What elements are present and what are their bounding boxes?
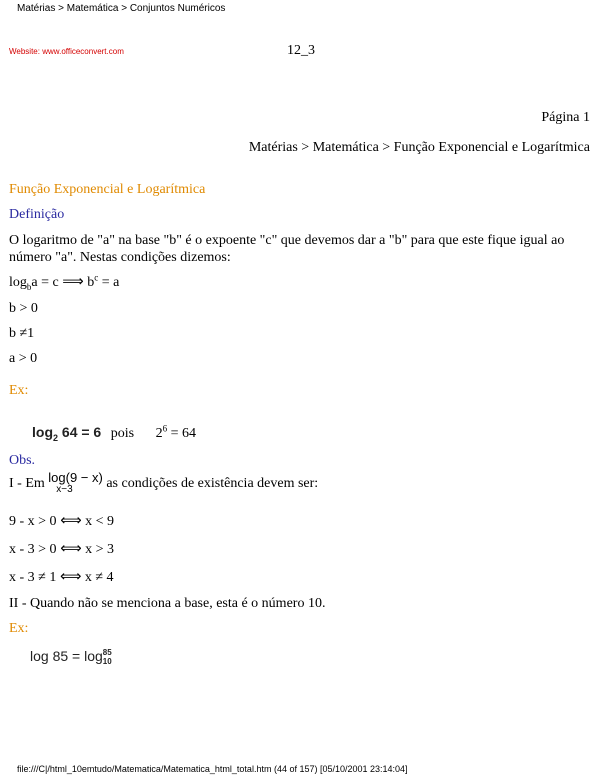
definition-text: O logaritmo de "a" na base "b" é o expoente "c" que devemos dar a "b" para que este fique igual ao número "a". Nestas condições dizemos: (9, 233, 565, 265)
example-heading: Ex: (9, 383, 29, 398)
formula-base: b (26, 281, 32, 292)
obs-i-line (9, 472, 318, 496)
formula-rhs-base: b (87, 275, 95, 290)
obs-i-suffix: as condições de existência devem ser: (102, 476, 319, 492)
formula-rhs-exp: c (94, 272, 99, 283)
formula-rhs-rest: = a (98, 275, 120, 290)
example2-heading: Ex: (9, 621, 29, 636)
iff-arrow: ⟺ (60, 511, 82, 529)
iff-arrow: ⟺ (59, 567, 82, 585)
obs-i-prefix: I - Em (9, 476, 49, 492)
print-footer-url: file:///C|/html_10emtudo/Matematica/Matematica_html_total.htm (44 of 157) [05/10/2001 23:14:04] (17, 764, 408, 774)
implies-arrow: ⟹ (62, 272, 84, 290)
formula-arg: a = c (31, 275, 59, 290)
section-title: Função Exponencial e Logarítmica (9, 182, 206, 197)
obs-heading: Obs. (9, 453, 36, 468)
condition-b-positive: b > 0 (9, 301, 38, 316)
obs-i-log-image: log(9 − x) x−3 (48, 470, 103, 495)
document-title: 12_3 (287, 43, 315, 58)
page-breadcrumb: Matérias > Matemática > Função Exponencial e Logarítmica (248, 140, 590, 155)
formula-log: log (9, 275, 27, 290)
existence-row: x - 3 ≠ 1 ⟺ x ≠ 4 (9, 567, 114, 585)
example1-line (32, 424, 196, 442)
example1-power: $2^6 = 64$ (155, 423, 196, 441)
existence-row: 9 - x > 0 ⟺ x < 9 (9, 511, 114, 529)
obs-ii-text: II - Quando não se menciona a base, esta é o número 10. (9, 596, 326, 611)
example1-pois: pois (110, 426, 135, 441)
iff-arrow: ⟺ (60, 539, 82, 557)
example2-formula-image: log 85 = log 85 10 (30, 648, 112, 667)
page-label: Página 1 (541, 110, 590, 125)
log-definition-formula (9, 273, 119, 291)
example1-formula-image: $\log_2 64 = 6$ (32, 424, 102, 443)
existence-row: x - 3 > 0 ⟺ x > 3 (9, 539, 114, 557)
website-link[interactable]: Website: www.officeconvert.com (9, 47, 124, 56)
print-header-breadcrumb: Matérias > Matemática > Conjuntos Numéricos (17, 3, 226, 14)
condition-b-not-one: b ≠1 (9, 326, 35, 341)
condition-a-positive: a > 0 (9, 351, 38, 366)
definition-heading: Definição (9, 207, 65, 222)
